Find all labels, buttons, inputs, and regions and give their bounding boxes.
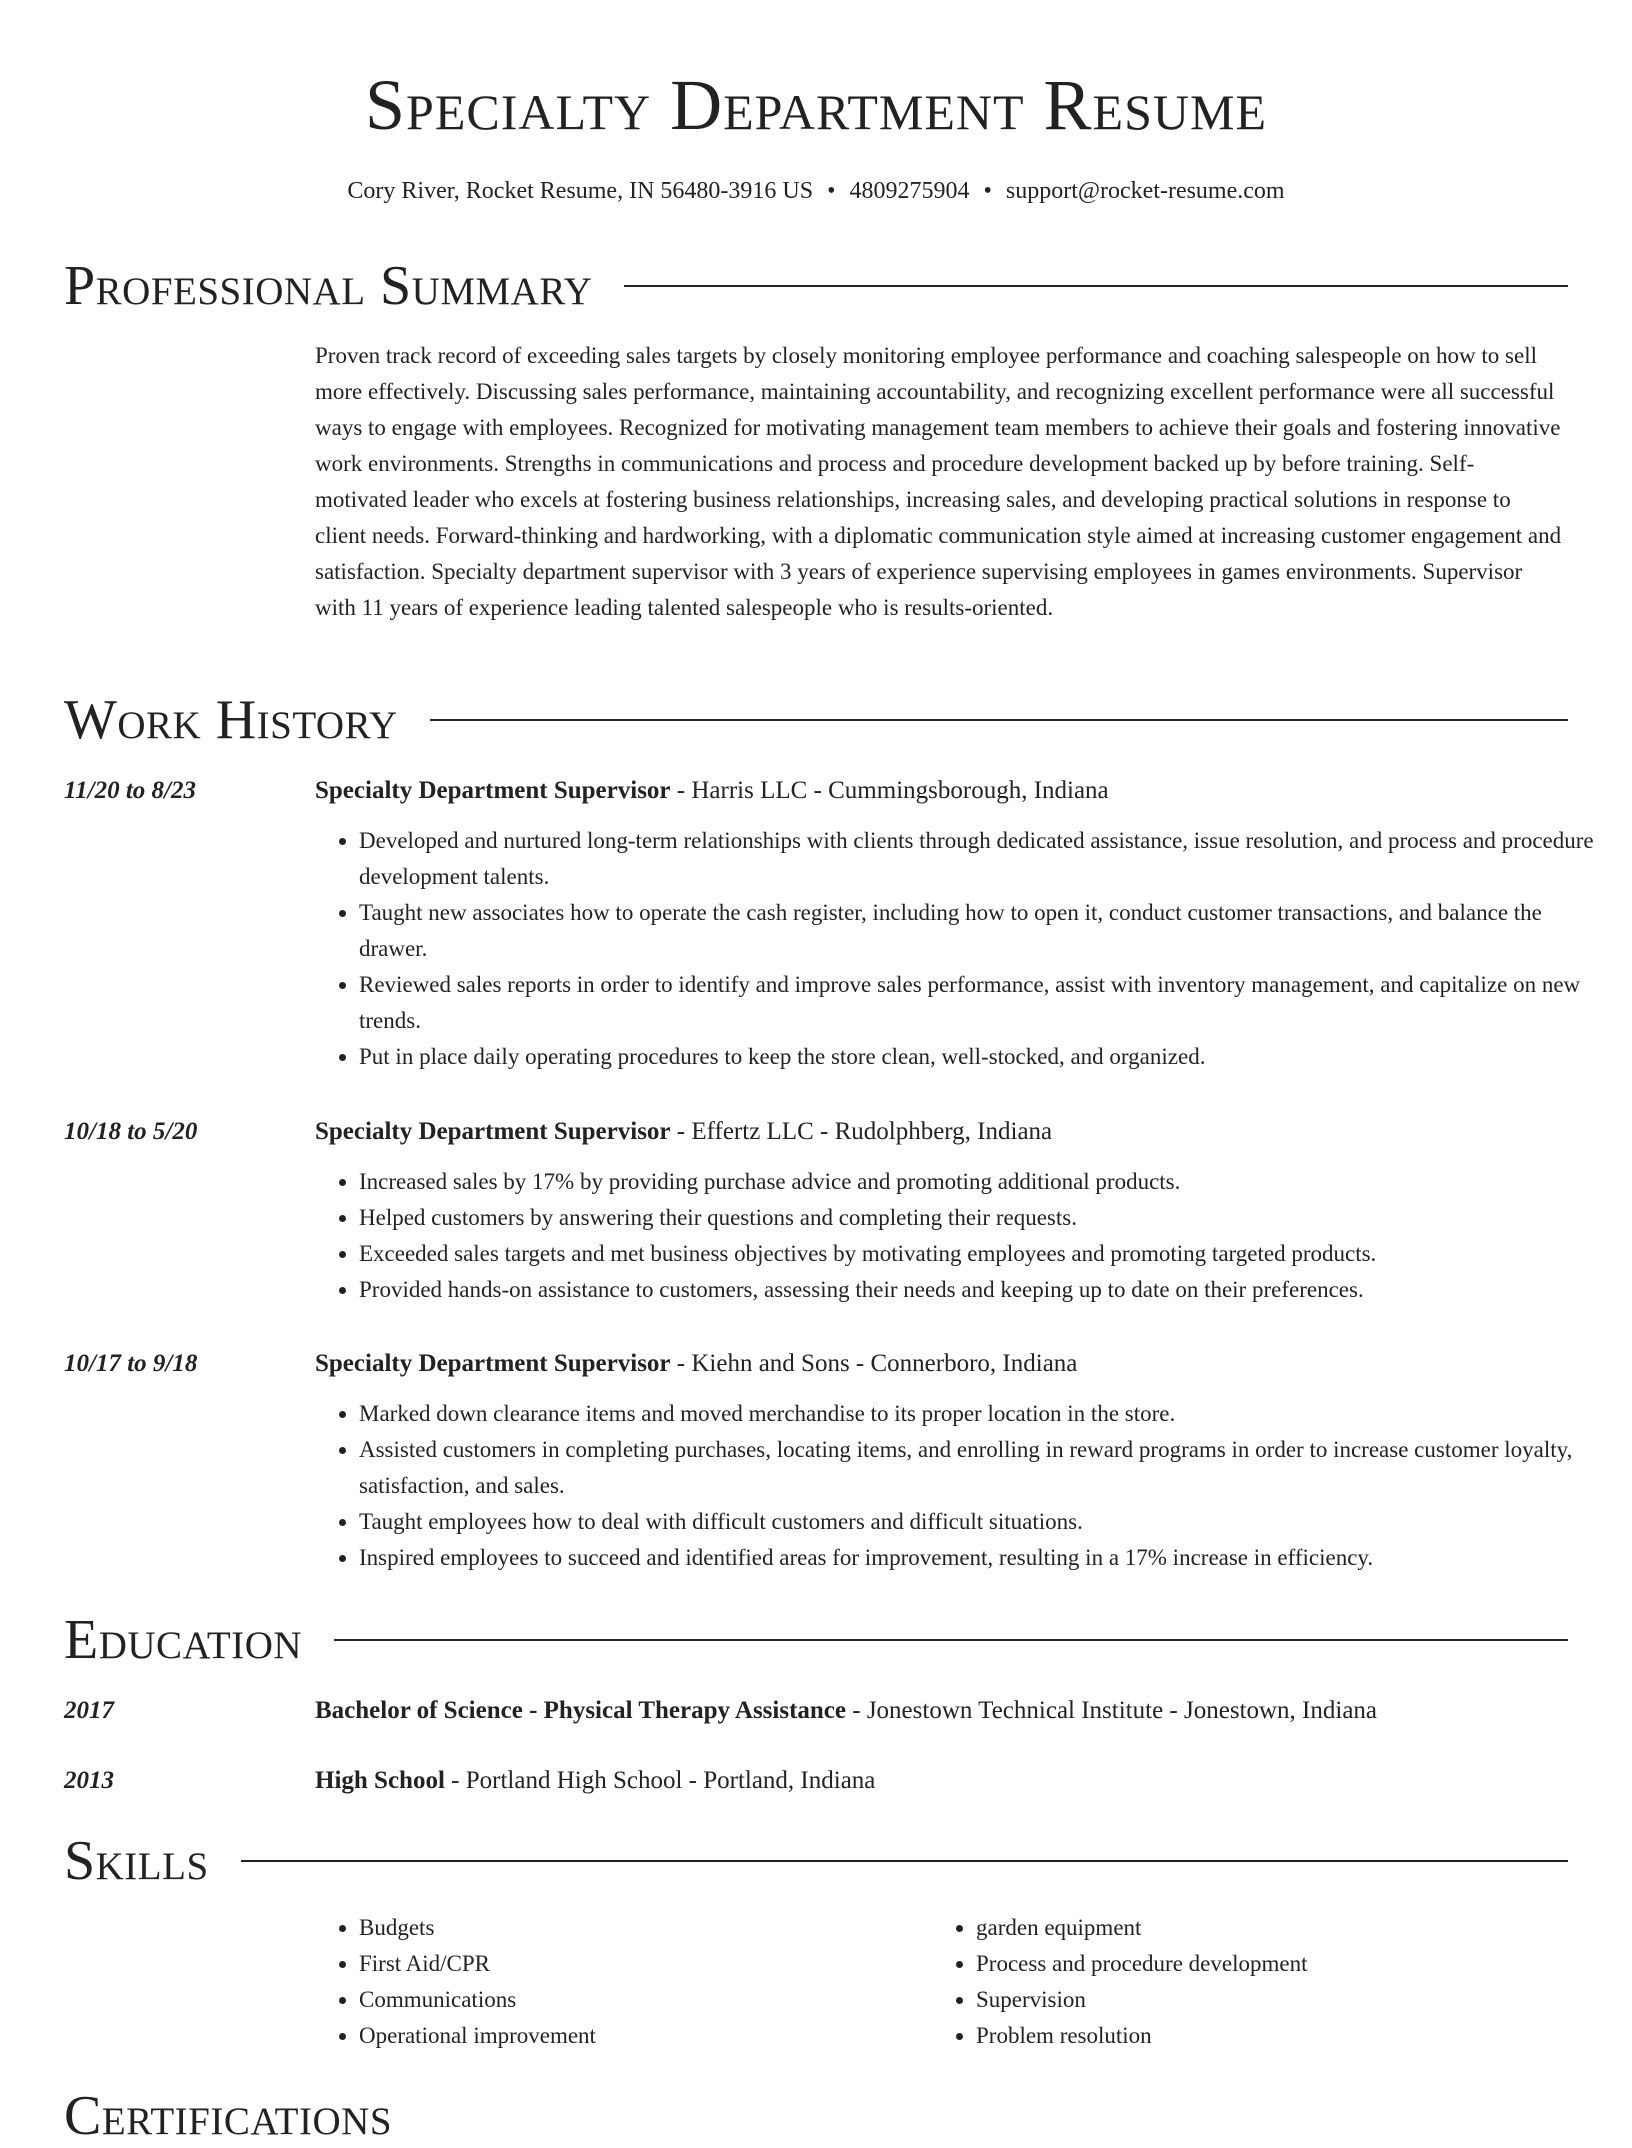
skill-item: • Budgets: [359, 1910, 932, 1946]
work-bullet: • Taught employees how to deal with difficult customers and difficult situations.: [359, 1504, 1609, 1540]
work-bullet: • Exceeded sales targets and met business objectives by motivating employees and promoting targeted products.: [359, 1236, 1609, 1272]
education-heading: [315, 1763, 1565, 1799]
education-year: 2013: [64, 1767, 114, 1794]
school-detail: - Portland High School - Portland, Indiana: [444, 1767, 876, 1794]
skill-item: • Supervision: [976, 1982, 1549, 2018]
skill-item: • Process and procedure development: [976, 1946, 1549, 1982]
contact-line: [0, 175, 1632, 207]
degree-name: High School: [315, 1767, 445, 1794]
contact-address: Cory River, Rocket Resume, IN 56480-3916 US: [347, 178, 814, 204]
work-bullet: • Marked down clearance items and moved merchandise to its proper location in the store.: [359, 1396, 1609, 1432]
skills-column-right: [932, 1910, 1549, 2054]
skill-item: • garden equipment: [976, 1910, 1549, 1946]
section-divider: [430, 719, 1568, 721]
section-divider: [624, 285, 1568, 287]
contact-separator: •: [827, 178, 836, 204]
work-bullets: [315, 1396, 1609, 1576]
work-bullet: • Reviewed sales reports in order to identify and improve sales performance, assist with inventory management, and capitalize on new trends.: [359, 967, 1609, 1039]
section-heading-certifications: [64, 2084, 1568, 2148]
education-year: 2017: [64, 1697, 114, 1724]
work-bullet: • Developed and nurtured long-term relationships with clients through dedicated assistance, issue resolution, and process and procedure development talents.: [359, 823, 1609, 895]
section-title-skills: Skills: [64, 1830, 209, 1892]
skill-item: • First Aid/CPR: [359, 1946, 932, 1982]
job-employer: - Kiehn and Sons - Connerboro, Indiana: [670, 1350, 1078, 1377]
job-title: Specialty Department Supervisor: [315, 1350, 671, 1377]
work-bullet: • Provided hands-on assistance to customers, assessing their needs and keeping up to date on their preferences.: [359, 1272, 1609, 1308]
work-bullets: [315, 1164, 1609, 1308]
section-heading-work: [64, 688, 1568, 752]
skill-item: • Communications: [359, 1982, 932, 2018]
education-heading: [315, 1693, 1565, 1729]
resume-title: Specialty Department Resume: [365, 65, 1267, 145]
job-title: Specialty Department Supervisor: [315, 777, 671, 804]
contact-email: support@rocket-resume.com: [1005, 178, 1285, 204]
work-dates: 10/17 to 9/18: [64, 1350, 198, 1377]
section-divider: [334, 1639, 1568, 1641]
degree-name: Bachelor of Science - Physical Therapy Assistance: [315, 1697, 846, 1724]
work-bullet: • Put in place daily operating procedures to keep the store clean, well-stocked, and organized.: [359, 1039, 1609, 1075]
work-bullet: • Inspired employees to succeed and identified areas for improvement, resulting in a 17% increase in efficiency.: [359, 1540, 1609, 1576]
job-employer: - Effertz LLC - Rudolphberg, Indiana: [670, 1118, 1053, 1145]
work-dates: 11/20 to 8/23: [64, 777, 196, 804]
skill-item: • Problem resolution: [976, 2018, 1549, 2054]
section-title-education: Education: [64, 1609, 303, 1671]
skills-list: [315, 1910, 1565, 2054]
job-title: Specialty Department Supervisor: [315, 1118, 671, 1145]
work-dates: 10/18 to 5/20: [64, 1118, 198, 1145]
work-heading: [315, 1346, 1565, 1382]
school-detail: - Jonestown Technical Institute - Jonestown, Indiana: [846, 1697, 1378, 1724]
section-divider: [241, 1860, 1568, 1862]
job-employer: - Harris LLC - Cummingsborough, Indiana: [670, 777, 1109, 804]
section-title-certifications: Certifications: [64, 2085, 393, 2147]
work-heading: [315, 773, 1565, 809]
contact-phone: 4809275904: [849, 178, 970, 204]
work-bullets: [315, 823, 1609, 1075]
skill-item: • Operational improvement: [359, 2018, 932, 2054]
section-title-summary: Professional Summary: [64, 255, 593, 317]
work-heading: [315, 1114, 1565, 1150]
section-heading-education: [64, 1608, 1568, 1672]
work-bullet: • Taught new associates how to operate the cash register, including how to open it, conduct customer transactions, and balance the drawer.: [359, 895, 1609, 967]
summary-text: Proven track record of exceeding sales targets by closely monitoring employee performance and coaching salespeople on how to sell more effectively. Discussing sales performance, maintaining accountability, and recognizing excellent performance were all successful ways to engage with employees. Recognized for motivating management team members to achieve their goals and fostering innovative work environments. Strengths in communications and process and procedure development backed up by before training. Self-motivated leader who excels at fostering business relationships, increasing sales, and developing practical solutions in response to client needs. Forward-thinking and hardworking, with a diplomatic communication style aimed at increasing customer engagement and satisfaction. Specialty department supervisor with 3 years of experience supervising employees in games environments. Supervisor with 11 years of experience leading talented salespeople who is results-oriented.: [315, 343, 1562, 620]
work-bullet: • Assisted customers in completing purchases, locating items, and enrolling in reward programs in order to increase customer loyalty, satisfaction, and sales.: [359, 1432, 1609, 1504]
section-title-work: Work History: [64, 689, 398, 751]
work-bullet: • Helped customers by answering their questions and completing their requests.: [359, 1200, 1609, 1236]
section-heading-summary: [64, 254, 1568, 318]
section-heading-skills: [64, 1829, 1568, 1893]
work-bullet: • Increased sales by 17% by providing purchase advice and promoting additional products.: [359, 1164, 1609, 1200]
skills-column-left: [315, 1910, 932, 2054]
contact-separator: •: [983, 178, 992, 204]
